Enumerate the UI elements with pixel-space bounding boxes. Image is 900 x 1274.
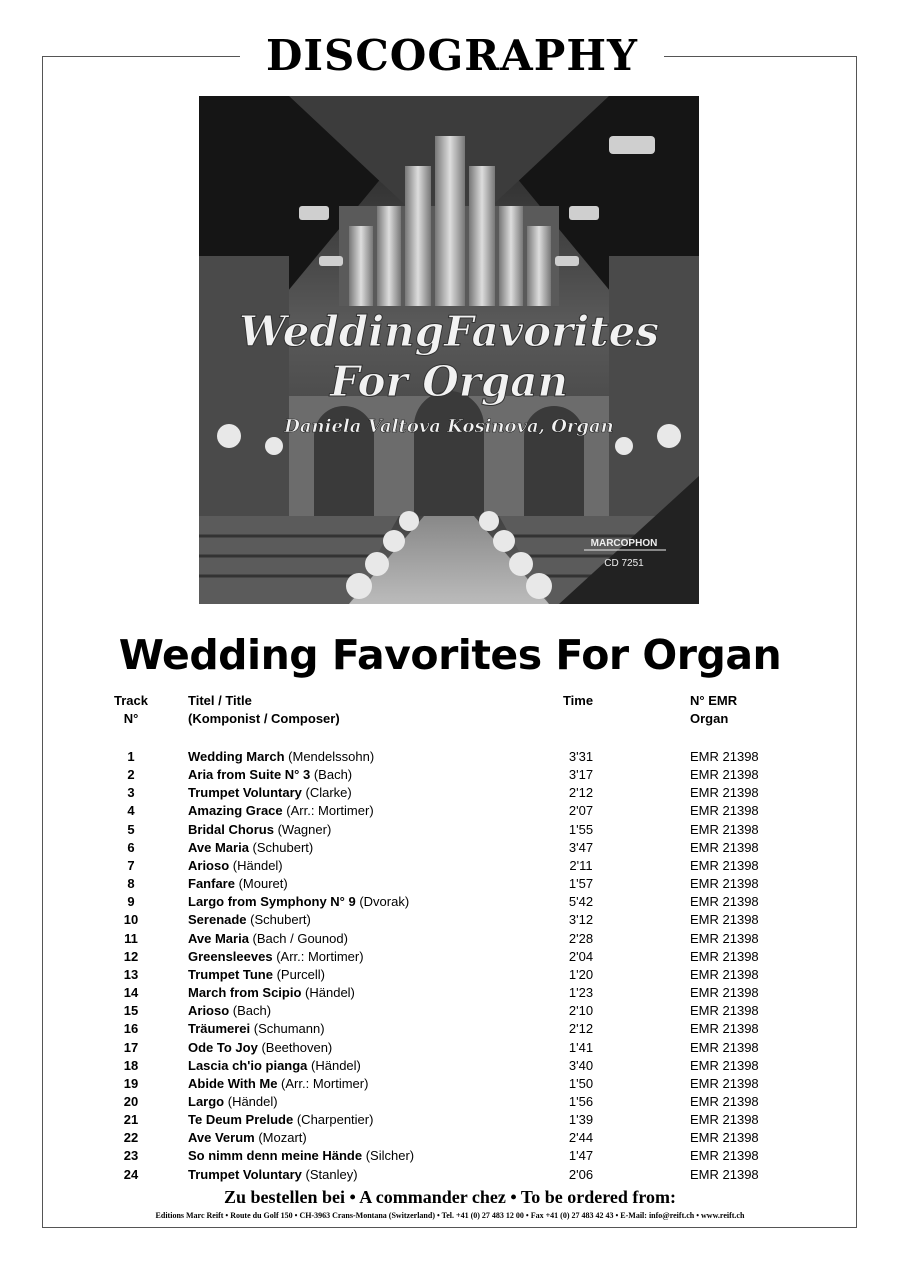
track-title-cell [188,930,348,948]
track-time: 2'06 [568,1166,594,1182]
cover-title-line1: WeddingFavorites [238,307,660,356]
track-number: 16 [123,1021,139,1037]
table-row [0,966,900,984]
track-title: Largo from Symphony N° 9 [188,894,356,910]
track-composer: (Bach) [310,767,353,783]
track-title: Arioso [188,857,230,873]
track-title-cell [188,984,355,1002]
table-row [0,875,900,893]
time-header-label: Time [562,693,594,708]
track-title-cell [188,821,331,839]
track-time: 2'07 [568,803,594,819]
track-catalog-number: EMR 21398 [690,966,759,982]
track-title: Trumpet Voluntary [188,785,302,801]
table-row [0,839,900,857]
track-number: 10 [123,912,139,928]
track-time: 3'17 [568,767,594,783]
track-title: Fanfare [188,876,235,892]
track-title: So nimm denn meine Hände [188,1148,363,1164]
track-composer: (Bach) [229,1003,272,1019]
track-time: 2'44 [568,1130,594,1146]
track-composer: (Mendelssohn) [284,749,375,764]
arched-doors [314,391,584,516]
track-title-cell [188,1057,361,1075]
track-composer: (Wagner) [273,821,332,837]
table-row [0,984,900,1002]
track-time: 2'10 [568,1003,594,1019]
table-row [0,857,900,875]
table-row [0,784,900,802]
track-title-cell [188,839,313,857]
track-title: Serenade [188,912,247,928]
frame-top-right-rule [664,56,857,57]
page-heading: DISCOGRAPHY [265,31,639,80]
track-title: Greensleeves [188,948,273,964]
track-time: 2'12 [568,785,594,801]
track-title-cell [188,1039,332,1057]
track-time: 1'50 [568,1075,594,1091]
track-composer: (Händel) [224,1093,278,1109]
track-catalog-number: EMR 21398 [690,785,759,801]
table-row [0,930,900,948]
track-title: Amazing Grace [188,803,283,819]
track-time: 1'47 [568,1148,594,1164]
track-title: Trumpet Tune [188,966,273,982]
track-column-header [108,692,154,728]
track-title: Wedding March [188,749,285,764]
track-time: 2'11 [569,857,593,873]
track-time: 3'31 [568,749,594,764]
track-title: Largo [188,1093,225,1109]
track-time: 2'12 [568,1021,594,1037]
track-number: 21 [123,1112,139,1128]
emr-header-label: N° EMR [690,693,738,708]
track-number: 23 [123,1148,139,1164]
track-catalog-number: EMR 21398 [690,1093,759,1109]
track-composer: (Händel) [307,1057,361,1073]
table-row [0,911,900,929]
track-composer: (Händel) [301,985,355,1001]
table-row [0,893,900,911]
table-row [0,1111,900,1129]
track-number: 12 [123,948,139,964]
track-catalog-number: EMR 21398 [690,803,759,819]
organ-header-label: Organ [690,711,729,726]
track-title-cell [188,1020,325,1038]
track-composer: (Dvorak) [355,894,410,910]
track-title: March from Scipio [188,985,302,1001]
track-time: 1'57 [568,876,594,892]
track-composer: (Händel) [229,857,283,873]
composer-header-label: (Komponist / Composer) [188,711,340,726]
track-title-cell [188,1166,358,1184]
track-title: Te Deum Prelude [188,1112,294,1128]
track-catalog-number: EMR 21398 [690,1075,759,1091]
emr-column-header [690,692,737,728]
frame-top-left-rule [42,56,240,57]
track-number: 14 [123,985,139,1001]
album-title: Wedding Favorites For Organ [118,631,782,679]
publisher-address: Editions Marc Reift • Route du Golf 150 • CH-3963 Crans-Montana (Switzerland) • Tel. +41 (0) 27 483 12 00 • Fax +41 (0) 27 483 42 43 • E-Mail: info@reift.ch • www.reift.ch [155,1211,745,1220]
track-title-cell [188,1093,278,1111]
cover-catalog: CD 7251 [604,558,644,569]
track-number: 7 [127,857,135,873]
track-title-cell [188,857,283,875]
track-catalog-number: EMR 21398 [690,930,759,946]
track-composer: (Bach / Gounod) [248,930,348,946]
title-column-header [188,692,340,728]
track-composer: (Silcher) [362,1148,415,1164]
track-number-header-label: N° [123,711,139,726]
track-composer: (Schumann) [250,1021,325,1037]
track-composer: (Clarke) [301,785,352,801]
track-number: 5 [127,821,135,837]
track-number: 22 [123,1130,139,1146]
track-composer: (Stanley) [301,1166,358,1182]
track-number: 19 [123,1075,139,1091]
track-composer: (Schubert) [246,912,311,928]
track-title: Ave Maria [188,930,249,946]
table-row [0,766,900,784]
track-title-cell [188,802,374,820]
track-catalog-number: EMR 21398 [690,839,759,855]
track-composer: (Charpentier) [293,1112,374,1128]
track-catalog-number: EMR 21398 [690,749,759,764]
track-time: 5'42 [568,894,594,910]
track-time: 3'47 [568,839,594,855]
table-row [0,1057,900,1075]
track-number: 2 [127,767,135,783]
table-row [0,802,900,820]
track-composer: (Arr.: Mortimer) [277,1075,369,1091]
track-title: Arioso [188,1003,230,1019]
track-number: 8 [127,876,135,892]
track-composer: (Beethoven) [257,1039,333,1055]
track-time: 1'20 [568,966,594,982]
track-number: 9 [127,894,135,910]
track-title: Ode To Joy [188,1039,258,1055]
track-number: 3 [127,785,135,801]
track-time: 1'41 [568,1039,594,1055]
track-catalog-number: EMR 21398 [690,1039,759,1055]
cover-title-line2: For Organ [329,357,569,406]
track-number: 1 [127,749,135,764]
track-catalog-number: EMR 21398 [690,1148,759,1164]
table-row [0,1039,900,1057]
track-number: 4 [127,803,135,819]
track-time: 1'39 [568,1112,594,1128]
track-time: 1'56 [568,1093,594,1109]
track-number: 6 [127,839,135,855]
track-catalog-number: EMR 21398 [690,767,759,783]
track-title-cell [188,911,311,929]
table-row [0,1002,900,1020]
table-row [0,1129,900,1147]
track-catalog-number: EMR 21398 [690,1130,759,1146]
track-catalog-number: EMR 21398 [690,1112,759,1128]
order-line: Zu bestellen bei • A commander chez • To be ordered from: [223,1187,677,1207]
track-catalog-number: EMR 21398 [690,876,759,892]
track-number: 15 [123,1003,139,1019]
track-title-cell [188,893,409,911]
track-catalog-number: EMR 21398 [690,1021,759,1037]
cover-performer: Daniela Valtova Kosinova, Organ [284,416,614,437]
track-title: Abide With Me [188,1075,278,1091]
track-number: 17 [123,1039,139,1055]
track-title: Ave Verum [188,1130,255,1146]
track-title-cell [188,766,352,784]
track-title-cell [188,1075,368,1093]
track-title-cell [188,1129,307,1147]
track-catalog-number: EMR 21398 [690,912,759,928]
track-number: 11 [124,930,138,946]
track-composer: (Mouret) [234,876,288,892]
track-title-cell [188,948,364,966]
track-time: 2'04 [568,948,594,964]
track-catalog-number: EMR 21398 [690,985,759,1001]
track-title-cell [188,1147,414,1165]
track-title-cell [188,1111,373,1129]
title-header-label: Titel / Title [188,693,252,708]
track-time: 1'55 [568,821,594,837]
track-title: Aria from Suite N° 3 [188,767,311,783]
track-catalog-number: EMR 21398 [690,857,759,873]
table-row [0,1020,900,1038]
track-title-cell [188,966,325,984]
table-row [0,1166,900,1184]
track-catalog-number: EMR 21398 [690,894,759,910]
track-composer: (Purcell) [272,966,325,982]
track-composer: (Schubert) [248,839,314,855]
track-catalog-number: EMR 21398 [690,1003,759,1019]
track-number: 18 [123,1057,139,1073]
track-time: 1'23 [568,985,594,1001]
table-row [0,748,900,766]
track-title-cell [188,784,352,802]
track-header-label: Track [114,693,148,708]
track-number: 20 [123,1093,139,1109]
cover-label: MARCOPHON [590,538,658,549]
track-composer: (Mozart) [254,1130,307,1146]
track-title: Ave Maria [188,839,249,855]
track-catalog-number: EMR 21398 [690,821,759,837]
track-number: 24 [123,1166,139,1182]
time-column-header [548,692,608,710]
track-composer: (Arr.: Mortimer) [272,948,364,964]
track-time: 3'12 [568,912,594,928]
track-title: Träumerei [188,1021,251,1037]
table-row [0,1093,900,1111]
track-title-cell [188,875,288,893]
track-catalog-number: EMR 21398 [690,948,759,964]
table-row [0,1075,900,1093]
track-composer: (Arr.: Mortimer) [282,803,374,819]
track-number: 13 [123,966,139,982]
track-catalog-number: EMR 21398 [690,1166,759,1182]
table-row [0,821,900,839]
album-cover-image [199,96,699,604]
track-time: 3'40 [568,1057,594,1073]
track-title: Trumpet Voluntary [188,1166,302,1182]
track-title: Lascia ch'io pianga [188,1057,308,1073]
track-list [0,748,900,1184]
track-time: 2'28 [568,930,594,946]
table-row [0,1147,900,1165]
track-title: Bridal Chorus [188,821,274,837]
track-title-cell [188,1002,271,1020]
track-title-cell [188,748,374,766]
table-row [0,948,900,966]
track-catalog-number: EMR 21398 [690,1057,759,1073]
